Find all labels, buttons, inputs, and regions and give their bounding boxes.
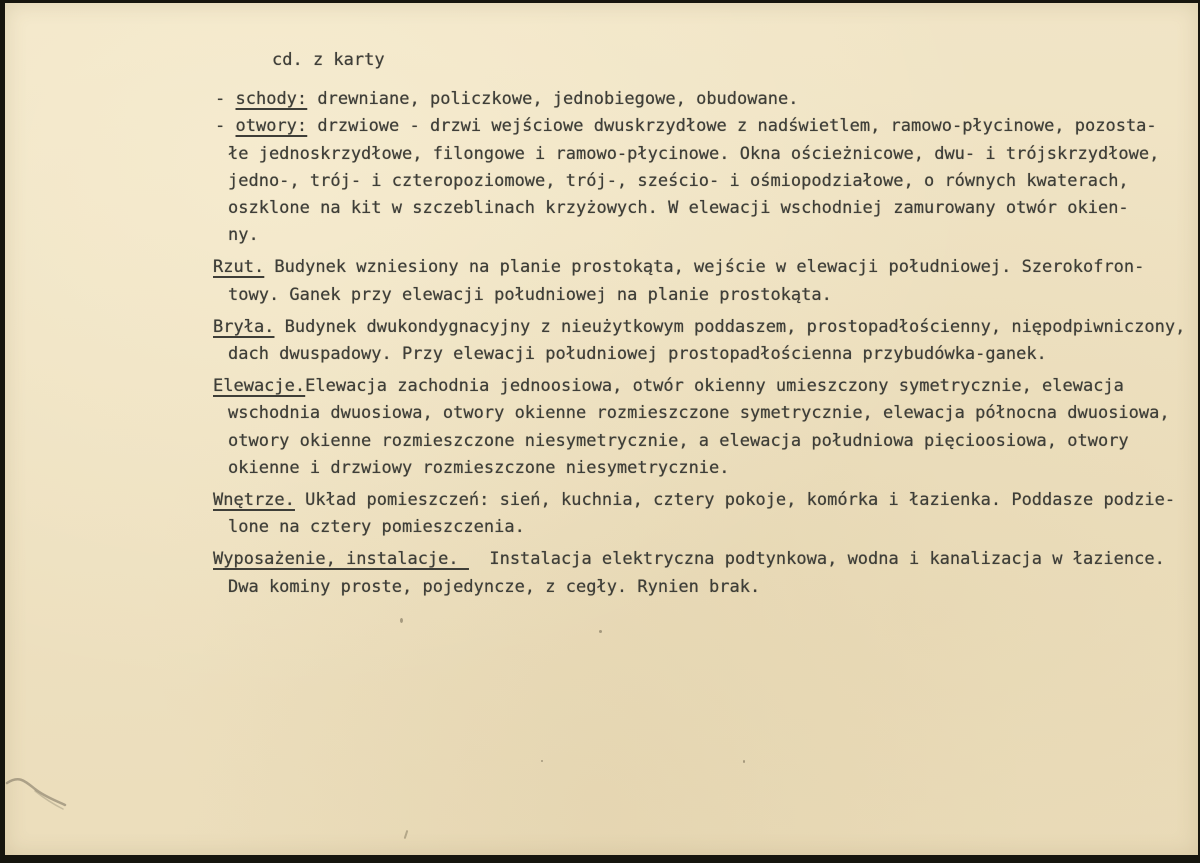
section-paragraph [213,254,1186,308]
paragraph-continuation-line: oszklone na kit w szczeblinach krzyżowych. W elewacji wschodniej zamurowany otwór okien- [228,198,1129,219]
bullet-label: schody: [235,89,308,110]
paragraph-text: Instalacja elektryczna podtynkowa, wodna i kanalizacja w łazience. [468,549,1165,570]
section-label: Elewacje. [213,376,306,397]
paragraph-text: drewniane, policzkowe, jednobiegowe, obudowane. [307,89,799,110]
paragraph-first-line [213,314,1186,341]
paper-card [5,3,1198,855]
section-label: Rzut. [213,257,265,278]
paper-speck [404,830,409,839]
paragraph-text: Budynek wzniesiony na planie prostokąta, wejście w elewacji południowej. Szerokofron- [264,257,1145,278]
paragraph-first-line [213,254,1186,281]
paragraph-first-line [213,487,1186,514]
paragraph-continuation-line: Dwa kominy proste, pojedyncze, z cegły. Rynien brak. [228,576,761,597]
section-label: Wyposażenie, instalacje. [213,549,469,570]
paragraph-continuation-line: dach dwuspadowy. Przy elewacji południowej prostopadłościenna przybudówka-ganek. [228,344,1047,365]
paragraph-first-line [213,373,1186,400]
paragraph-continuation-line: wschodnia dwuosiowa, otwory okienne rozmieszczone symetrycznie, elewacja północna dwuosiowa, [228,403,1170,424]
paragraph-text: Układ pomieszczeń: sień, kuchnia, cztery pokoje, komórka i łazienka. Poddasze podzie- [294,490,1176,511]
section-label: Bryła. [213,316,275,337]
pencil-mark [5,765,95,825]
section-paragraph [213,314,1186,368]
paper-speck [743,760,745,763]
bullet-paragraph [213,113,1186,249]
section-label: Wnętrze. [213,490,295,511]
bullet-paragraph [213,86,1186,113]
paragraph-text: drzwiowe - drzwi wejściowe dwuskrzydłowe z nadświetlem, ramowo-płycinowe, pozosta- [307,116,1157,137]
intro-line: cd. z karty [272,50,385,70]
section-paragraph [213,546,1186,600]
paragraph-first-line [215,113,1186,140]
paper-speck [541,760,543,762]
paragraph-text: Budynek dwukondygnacyjny z nieużytkowym poddaszem, prostopadłościenny, niępodpiwniczony, [274,316,1186,337]
paragraph-continuation-line: jedno-, trój- i czteropoziomowe, trój-, sześcio- i ośmiopodziałowe, o równych kwaterach, [228,170,1129,191]
paragraph-continuation-line: otwory okienne rozmieszczone niesymetrycznie, a elewacja południowa pięcioosiowa, otwory [228,430,1129,451]
paper-speck [599,630,602,633]
paragraph-continuation-line: towy. Ganek przy elewacji południowej na planie prostokąta. [228,284,832,305]
paragraph-continuation-line: lone na cztery pomieszczenia. [228,517,525,538]
section-paragraph [213,487,1186,541]
paragraph-first-line [215,86,1186,113]
paragraph-continuation-line: łe jednoskrzydłowe, filongowe i ramowo-płycinowe. Okna ościeżnicowe, dwu- i trójskrzydłowe, [228,143,1160,164]
paragraph-continuation-line: ny. [228,225,259,246]
paper-speck [400,618,403,623]
paragraph-continuation-line: okienne i drzwiowy rozmieszczone niesymetrycznie. [228,457,730,478]
bullet-label: otwory: [235,116,308,137]
bullet-dash: - [215,89,226,110]
bullet-dash: - [215,116,226,137]
paragraph-first-line [213,546,1186,573]
section-paragraph [213,373,1186,482]
typewritten-text [213,47,1186,601]
paragraph-text: Elewacja zachodnia jednoosiowa, otwór okienny umieszczony symetrycznie, elewacja [305,376,1124,397]
